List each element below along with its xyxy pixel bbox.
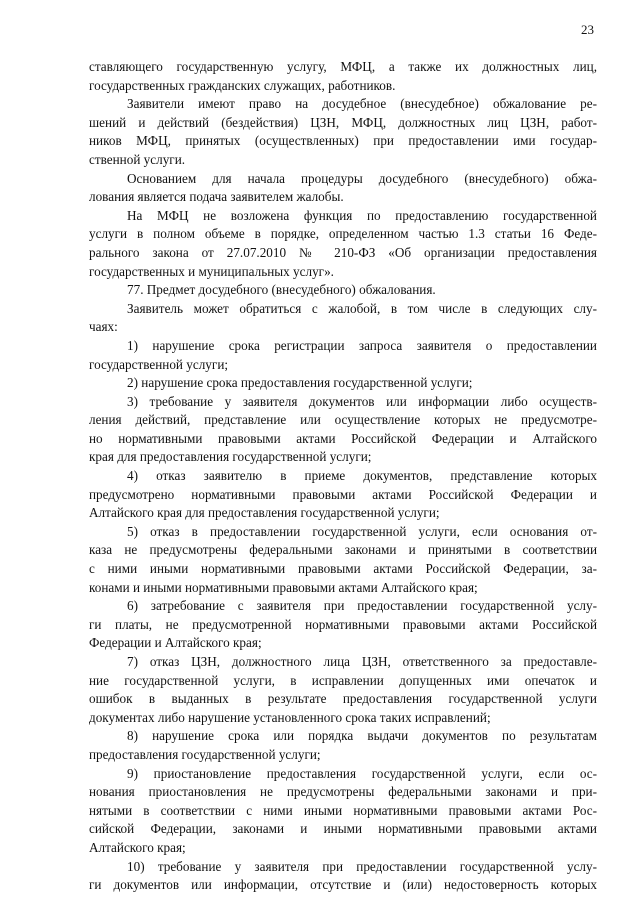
paragraph [89,374,597,393]
text-line: ние государственной услуги, в исправлении допущенных ими опечаток и [89,672,597,688]
text-line: государственной услуги; [89,356,229,372]
text-line: 1) нарушение срока регистрации запроса заявителя о предоставлении [127,337,597,353]
text-line: 8) нарушение срока или порядка выдачи документов по результатам [127,728,597,744]
text-line: нования приостановления не предусмотрены федеральными законами и при- [89,784,597,800]
paragraph [89,597,597,653]
text-line: 10) требование у заявителя при предоставлении государственной услу- [127,858,597,874]
text-line: Заявители имеют право на досудебное (внесудебное) обжалование ре- [127,96,597,112]
document-body [89,58,597,895]
text-line: ников МФЦ, принятых (осуществленных) при предоставлении ими государ- [89,133,597,149]
text-line: государственных гражданских служащих, работников. [89,77,396,93]
text-line: 5) отказ в предоставлении государственной услуги, если основания от- [127,523,597,539]
text-line: конами и иными нормативными правовыми актами Алтайского края; [89,579,478,595]
paragraph [89,207,597,281]
text-line: 2) нарушение срока предоставления государственной услуги; [127,375,473,391]
text-line: Федерации и Алтайского края; [89,635,262,651]
text-line: предоставления государственной услуги; [89,746,321,762]
paragraph [89,467,597,523]
paragraph [89,170,597,207]
text-line: с ними иными нормативными правовыми актами Российской Федерации, за- [89,561,597,577]
text-line: но нормативными правовыми актами Российской Федерации и Алтайского [89,430,597,446]
paragraph [89,727,597,764]
paragraph [89,58,597,95]
text-line: ления действий, представление или осуществление которых не предусмотре- [89,412,597,428]
text-line: ошибок в выданных в результате предоставления государственной услуги [89,691,597,707]
text-line: ги документов или информации, отсутствие и (или) недостоверность которых [89,877,597,893]
text-line: сийской Федерации, законами и иными нормативными правовыми актами [89,821,597,837]
text-line: 77. Предмет досудебного (внесудебного) обжалования. [127,282,436,298]
text-line: 6) затребование с заявителя при предоставлении государственной услу- [127,598,597,614]
text-line: 9) приостановление предоставления государственной услуги, если ос- [127,765,597,781]
paragraph [89,393,597,467]
text-line: Заявитель может обратиться с жалобой, в том числе в следующих слу- [127,300,597,316]
text-line: лования является подача заявителем жалобы. [89,189,344,205]
text-line: шений и действий (бездействия) ЦЗН, МФЦ, должностных лиц ЦЗН, работ- [89,114,597,130]
text-line: чаях: [89,319,118,335]
text-line: 4) отказ заявителю в приеме документов, представление которых [127,468,597,484]
text-line: предусмотрено нормативными правовыми актами Российской Федерации и [89,486,597,502]
text-line: ственной услуги. [89,151,186,167]
text-line: нятыми в соответствии с ними иными нормативными правовыми актами Рос- [89,802,597,818]
text-line: каза не предусмотрены федеральными законами и принятыми в соответствии [89,542,597,558]
text-line: Алтайского края; [89,839,186,855]
paragraph [89,95,597,169]
text-line: 7) отказ ЦЗН, должностного лица ЦЗН, ответственного за предоставле- [127,654,597,669]
text-line: услуги в полном объеме в порядке, определенном частью 1.3 статьи 16 Феде- [89,226,597,242]
paragraph [89,523,597,597]
paragraph [89,337,597,374]
text-line: государственных и муниципальных услуг». [89,263,334,279]
page-number: 23 [581,22,594,37]
paragraph [89,765,597,858]
paragraph [89,653,597,727]
paragraph [89,300,597,337]
text-line: 3) требование у заявителя документов или информации либо осуществ- [127,393,597,409]
text-line: края для предоставления государственной услуги; [89,449,372,465]
text-line: рального закона от 27.07.2010 № 210-ФЗ «Об организации предоставления [89,244,597,260]
text-line: На МФЦ не возложена функция по предоставлению государственной [127,207,597,223]
text-line: Основанием для начала процедуры досудебного (внесудебного) обжа- [127,170,597,186]
text-line: документах либо нарушение установленного срока таких исправлений; [89,709,491,725]
text-line: ставляющего государственную услугу, МФЦ, а также их должностных лиц, [89,59,597,74]
text-line: Алтайского края для предоставления государственной услуги; [89,505,440,521]
text-line: ги платы, не предусмотренной нормативными правовыми актами Российской [89,616,597,632]
paragraph [89,858,597,895]
paragraph [89,281,597,300]
